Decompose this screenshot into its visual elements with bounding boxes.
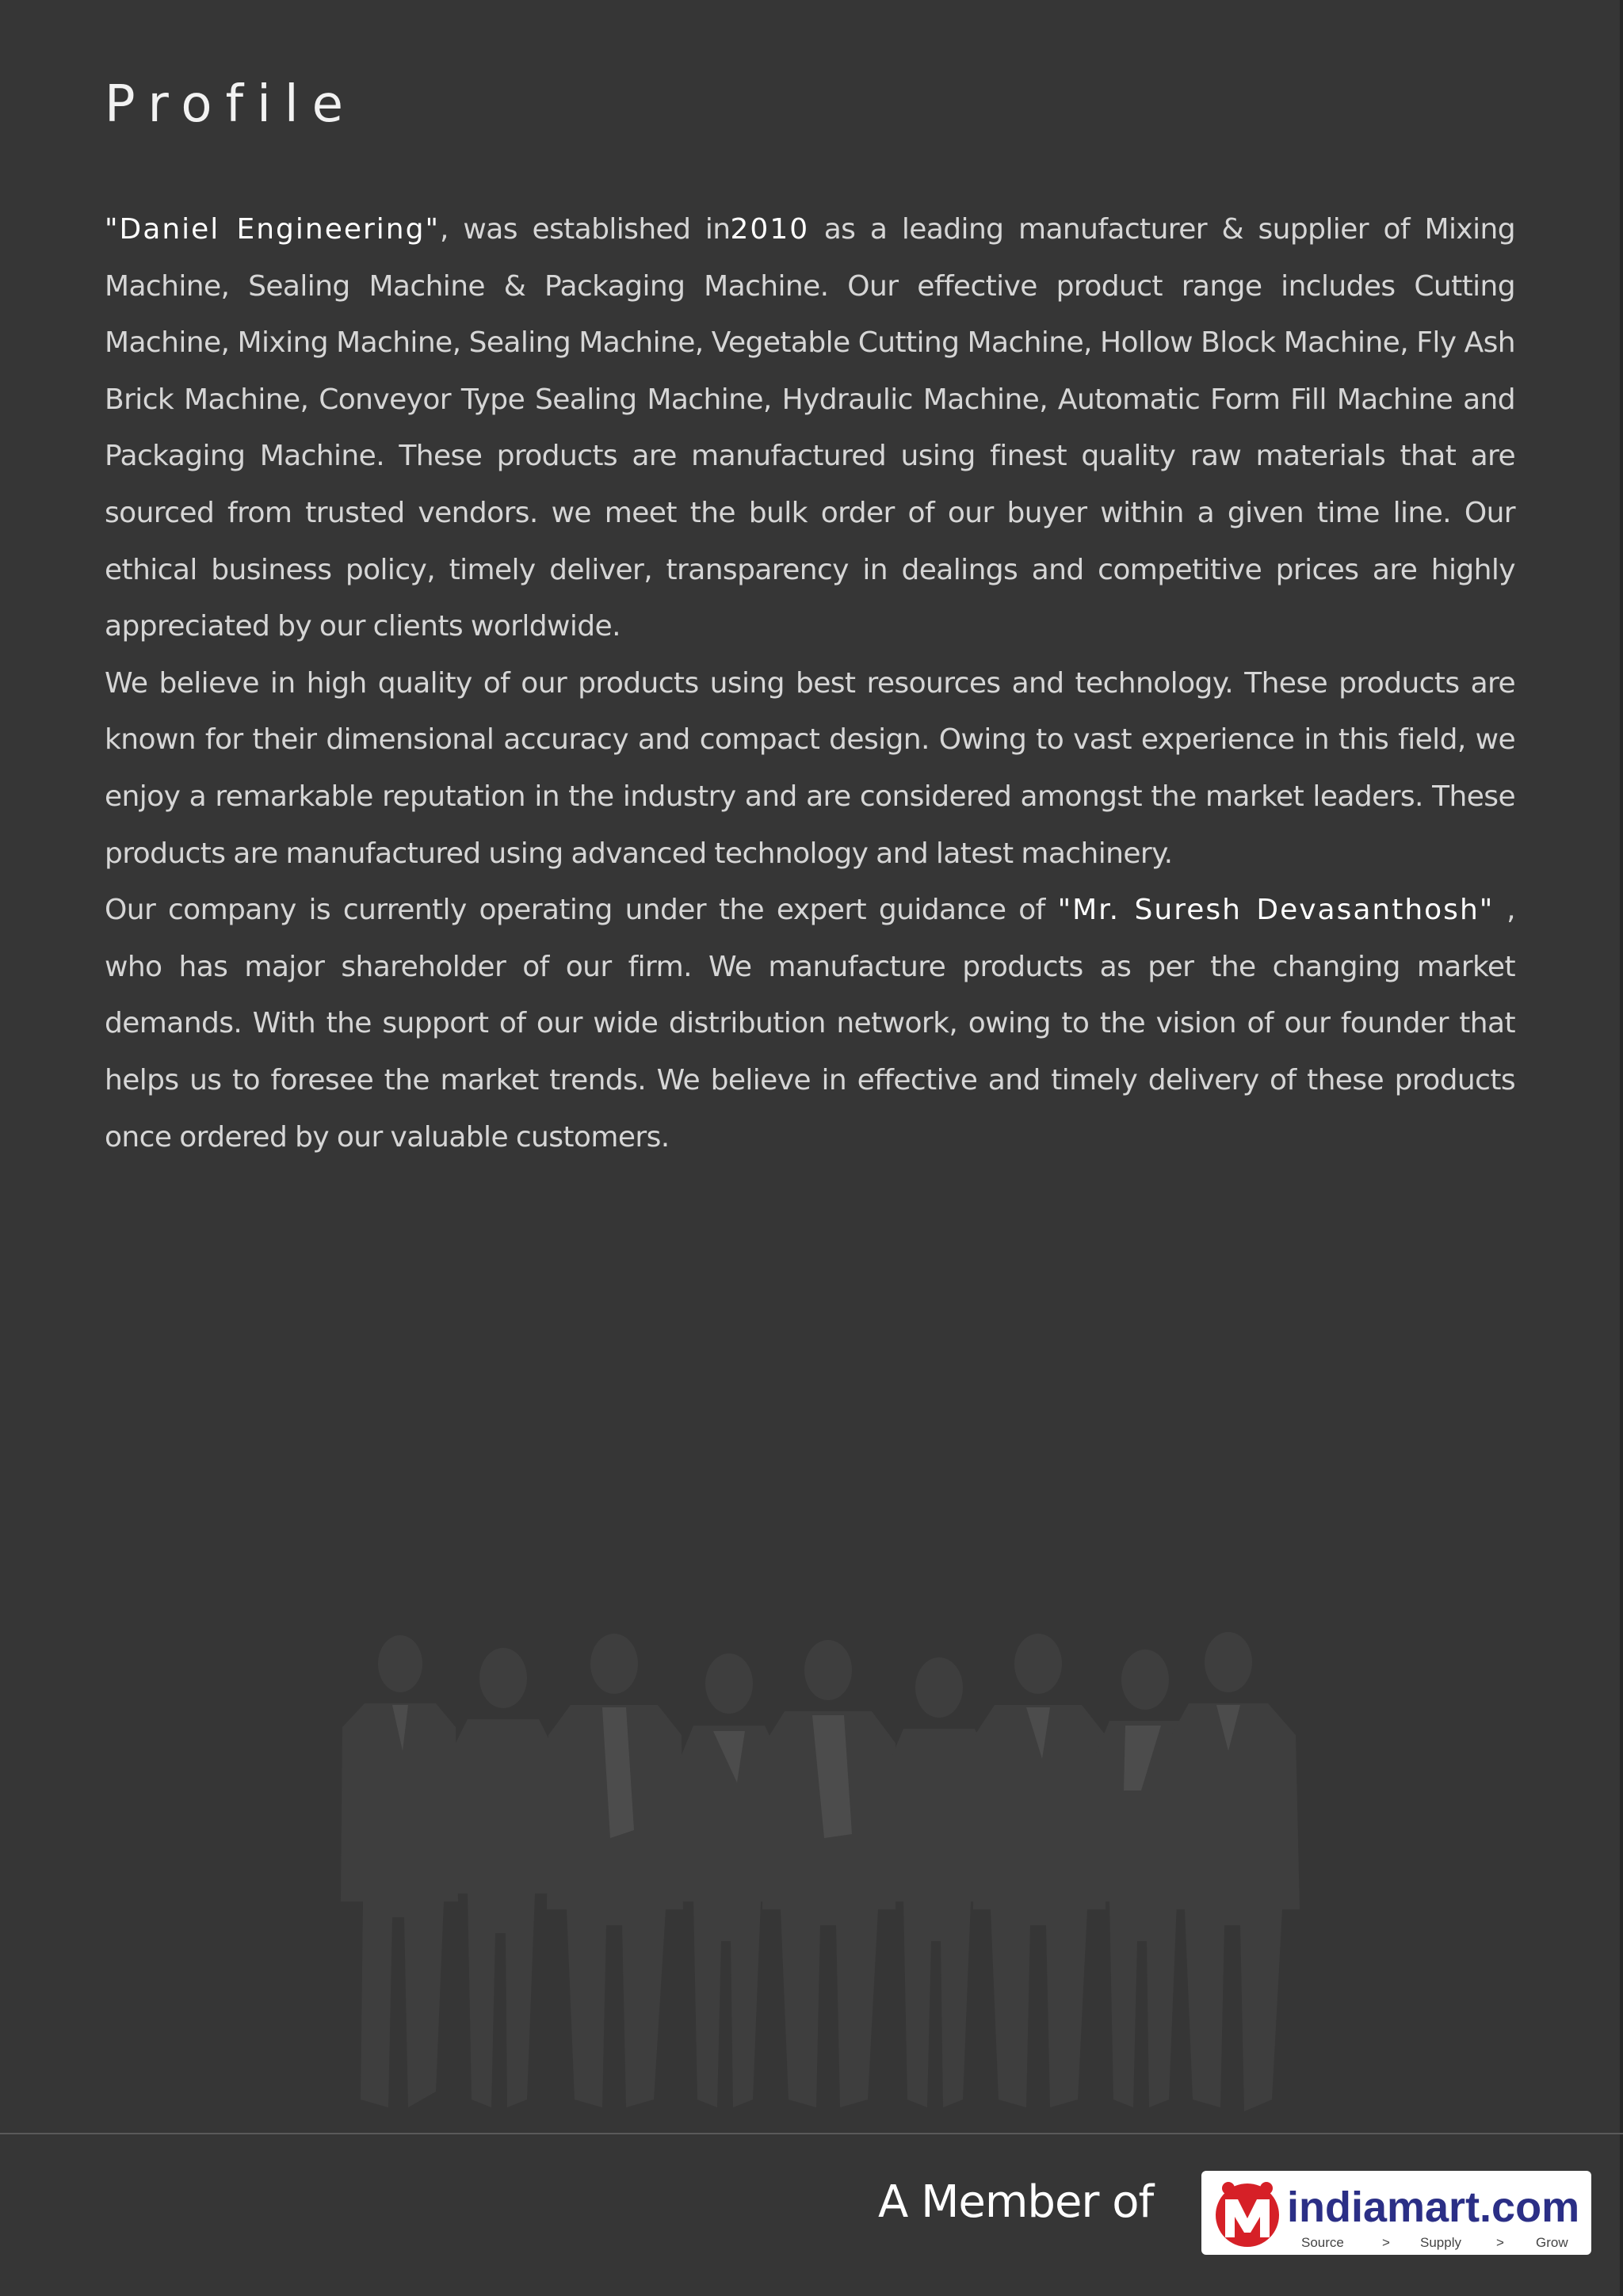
- member-label: A Member of: [878, 2176, 1154, 2228]
- people-silhouette-illustration: [317, 1632, 1316, 2115]
- logo-tagline-source: Source: [1301, 2235, 1344, 2250]
- indiamart-logo-icon: [1201, 2171, 1591, 2255]
- guidance-text: Our company is currently operating under the expert guidance of: [105, 894, 1058, 927]
- logo-tagline-grow: Grow: [1536, 2235, 1568, 2250]
- footer-divider: [0, 2133, 1623, 2134]
- page-edge: [1620, 0, 1623, 2296]
- logo-tagline-separator-1: >: [1382, 2235, 1390, 2250]
- indiamart-logo[interactable]: [1201, 2171, 1591, 2255]
- profile-paragraph-3-text: , who has major shareholder of our firm. We manufacture products as per the changing market demands. With the support of our wide distribution network, owing to the vision of our founder that helps us to foresee the market trends. We believe in effective and timely delivery of these products once ordered by our valuable customers.: [105, 894, 1515, 1154]
- profile-body: [105, 201, 1515, 1165]
- profile-paragraph-1: [105, 201, 1515, 655]
- page-title: Profile: [105, 75, 357, 134]
- founder-name: "Mr. Suresh Devasanthosh": [1057, 894, 1495, 927]
- profile-paragraph-2: We believe in high quality of our products using best resources and technology. These products are known for their dimensional accuracy and compact design. Owing to vast experience in this field, we enjoy a remarkable reputation in the industry and are considered amongst the market leaders. These products are manufactured using advanced technology and latest machinery.: [105, 666, 1515, 870]
- company-name: "Daniel Engineering": [105, 213, 441, 246]
- logo-tagline-supply: Supply: [1420, 2235, 1461, 2250]
- established-text: , was established in: [440, 213, 731, 246]
- logo-brand-text: indiamart.com: [1287, 2183, 1580, 2231]
- profile-paragraph-3: [105, 882, 1515, 1165]
- profile-paragraph-1-text: as a leading manufacturer & supplier of Mixing Machine, Sealing Machine & Packaging Machine. Our effective product range includes Cutting Machine, Mixing Machine, Sealing Machine, Vegetable Cutting Machine, Hollow Block Machine, Fly Ash Brick Machine, Conveyor Type Sealing Machine, Hydraulic Machine, Automatic Form Fill Machine and Packaging Machine. These products are manufactured using finest quality raw materials that are sourced from trusted vendors. we meet the bulk order of our buyer within a given time line. Our ethical business policy, timely deliver, transparency in dealings and competitive prices are highly appreciated by our clients worldwide.: [105, 213, 1515, 643]
- logo-tagline-separator-2: >: [1496, 2235, 1504, 2250]
- established-year: 2010: [730, 213, 810, 246]
